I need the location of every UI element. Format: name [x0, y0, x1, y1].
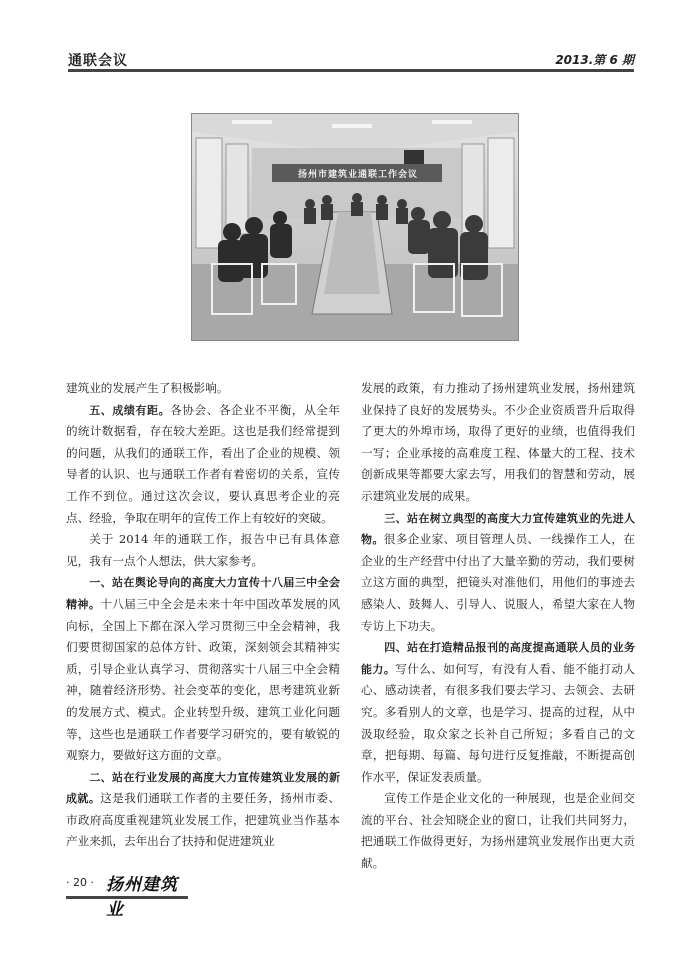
issue-number: 2013.第 6 期 [555, 53, 634, 67]
paragraph [66, 767, 340, 853]
paragraph [361, 508, 635, 638]
paragraph-text: 宣传工作是企业文化的一种展现，也是企业间交流的平台、社会知晓企业的窗口，让我们共同努力，把通联工作做得更好，为扬州建筑业发展作出更大贡献。 [361, 791, 635, 871]
paragraph [66, 572, 340, 766]
paragraph-text: 很多企业家、项目管理人员、一线操作工人，在企业的生产经营中付出了大量辛勤的劳动，我们要树立这方面的典型，把镜头对准他们，用他们的事迹去感染人、鼓舞人、引导人、说服人，希望大家在人物专访上下功夫。 [361, 532, 635, 633]
paragraph-heading: 五、成绩有距。 [89, 403, 171, 417]
page-header [68, 50, 634, 68]
paragraph-text: 关于 2014 年的通联工作，报告中已有具体意见，我有一点个人想法，供大家参考。 [66, 532, 340, 568]
paragraph-heading: 一、站在舆论导向的高度大力宣传十八届三中全会精神。 [66, 576, 340, 611]
paragraph-text: 各协会、各企业不平衡，从全年的统计数据看，存在较大差距。这也是我们经常提到的问题，从我们的通联工作，看出了企业的规模、领导者的认识、也与通联工作者有着密切的关系，宣传工作不到位。通过这次会议，要认真思考企业的亮点、经验，争取在明年的宣传工作上有较好的突破。 [66, 402, 340, 525]
header-rule [68, 69, 634, 72]
magazine-logo: 扬州建筑业 [106, 875, 178, 920]
right-column [361, 378, 635, 875]
paragraph-heading: 四、站在打造精品报刊的高度提高通联人员的业务能力。 [361, 641, 635, 676]
paragraph [66, 378, 340, 400]
paragraph-heading: 三、站在树立典型的高度大力宣传建筑业的先进人物。 [361, 511, 635, 547]
paragraph [361, 378, 635, 508]
paragraph-text: 十八届三中全会是未来十年中国改革发展的风向标，全国上下都在深入学习贯彻三中全会精神，我们要贯彻国家的总体方针、政策，深刻领会其精神实质，引导企业认真学习、贯彻落实十八届三中全会精神，随着经济形势、社会变革的变化，思考建筑业新的发展方式、模式。企业转型升级、建筑工业化问题等，这些也是通联工作者要学习研究的，要有敏锐的观察力，要做好这方面的文章。 [66, 596, 340, 763]
paragraph [66, 400, 340, 530]
page-footer [66, 872, 186, 920]
paragraph-text: 写什么、如何写，有没有人看、能不能打动人心、感动读者，有很多我们要去学习、去领会、去研究。多看别人的文章，也是学习、提高的过程，从中汲取经验，取众家之长补自己所短；多看自己的文章，把每期、每篇、每句进行反复推敲，不断提高创作水平，保证发表质量。 [361, 661, 635, 784]
meeting-photo [191, 113, 519, 341]
paragraph [361, 788, 635, 874]
paragraph-text: 建筑业的发展产生了积极影响。 [66, 381, 229, 395]
footer-rule [66, 896, 188, 899]
left-column [66, 378, 340, 853]
meeting-banner-text: 扬州市建筑业通联工作会议 [297, 170, 418, 180]
paragraph-heading: 二、站在行业发展的高度大力宣传建筑业发展的新成就。 [66, 770, 340, 806]
paragraph-text: 发展的政策，有力推动了扬州建筑业发展，扬州建筑业保持了良好的发展势头。不少企业资质晋升后取得了更大的外埠市场，取得了更好的业绩，也值得我们一写；企业承接的高难度工程、体量大的工程、技术创新成果等都要大家去写，用我们的智慧和劳动，展示建筑业发展的成果。 [361, 381, 635, 503]
paragraph [66, 529, 340, 572]
paragraph-text: 这是我们通联工作者的主要任务，扬州市委、市政府高度重视建筑业发展工作，把建筑业当作基本产业来抓，去年出台了扶持和促进建筑业 [66, 791, 340, 849]
section-title: 通联会议 [68, 53, 128, 69]
page-number: · 20 · [66, 876, 94, 889]
meeting-photo-illustration [192, 114, 518, 340]
paragraph [361, 637, 635, 788]
